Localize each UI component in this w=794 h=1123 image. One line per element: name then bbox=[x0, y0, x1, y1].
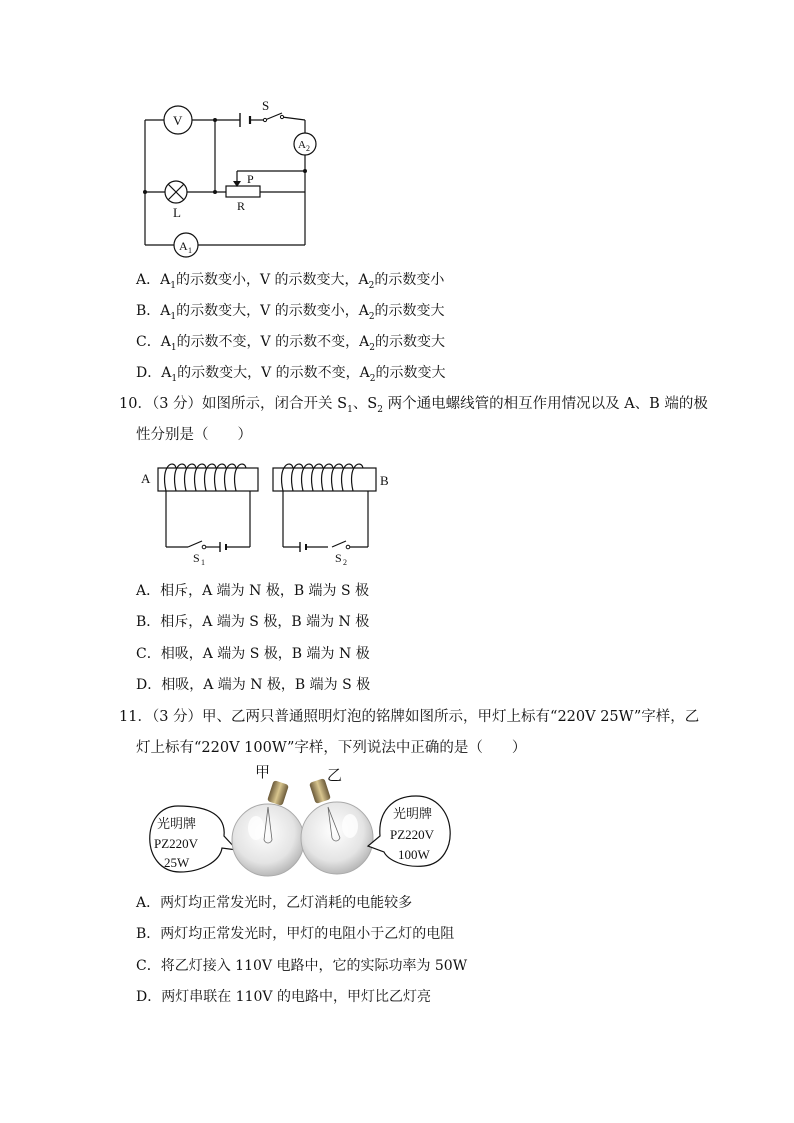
q9-option-a: A．$A_1$的示数变小，V 的示数变大，$A_2$的示数变小 bbox=[136, 272, 445, 291]
end-a-label: A bbox=[141, 471, 151, 486]
ammeter1-sub: 1 bbox=[188, 246, 192, 255]
q11-stem-line2: 灯上标有“220V 100W”字样，下列说法中正确的是（ ） bbox=[136, 740, 527, 756]
q10-option-b: B．相斥，A 端为 S 极，B 端为 N 极 bbox=[136, 614, 370, 630]
q10-solenoid-diagram bbox=[138, 455, 398, 567]
q10-stem-line2: 性分别是（ ） bbox=[136, 427, 252, 443]
switch2-label: S bbox=[335, 551, 342, 565]
bulb-yi bbox=[301, 778, 373, 874]
q9-option-c: C．$A_1$的示数不变，V 的示数不变，$A_2$的示数变大 bbox=[136, 334, 445, 353]
plate-left-line2: PZ220V bbox=[154, 836, 199, 851]
plate-left-line3: 25W bbox=[164, 855, 190, 870]
voltmeter-label: V bbox=[173, 113, 183, 128]
lamp-label: L bbox=[173, 205, 181, 220]
rheostat-label: R bbox=[237, 199, 246, 213]
q10-stem-line1: 10．（3 分）如图所示，闭合开关 $S_1$、$S_2$ 两个通电螺线管的相互作用情况以及 A、B 端的极 bbox=[119, 396, 708, 415]
ammeter1-label: A bbox=[179, 239, 188, 253]
q10-option-d: D．相吸，A 端为 N 极，B 端为 S 极 bbox=[136, 677, 371, 693]
q11-option-c: C．将乙灯接入 110V 电路中，它的实际功率为 50W bbox=[136, 958, 468, 974]
q10-option-c: C．相吸，A 端为 S 极，B 端为 N 极 bbox=[136, 646, 370, 662]
plate-left-line1: 光明牌 bbox=[157, 816, 197, 831]
q9-option-d: D．$A_1$的示数变大，V 的示数不变，$A_2$的示数变大 bbox=[136, 365, 446, 384]
switch2-sub: 2 bbox=[343, 558, 347, 567]
bulb-jia-label: 甲 bbox=[255, 765, 271, 781]
q9-option-b: B．$A_1$的示数变大，V 的示数变小，$A_2$的示数变大 bbox=[136, 303, 445, 322]
q11-option-a: A．两灯均正常发光时，乙灯消耗的电能较多 bbox=[136, 895, 413, 911]
q11-stem-line1: 11．（3 分）甲、乙两只普通照明灯泡的铭牌如图所示，甲灯上标有“220V 25W”字样，乙 bbox=[119, 709, 700, 725]
bulb-yi-label: 乙 bbox=[327, 768, 343, 784]
plate-right-line1: 光明牌 bbox=[393, 806, 433, 821]
q9-circuit-diagram bbox=[135, 95, 320, 260]
q11-option-b: B．两灯均正常发光时，甲灯的电阻小于乙灯的电阻 bbox=[136, 926, 455, 942]
switch1-label: S bbox=[193, 551, 200, 565]
bulb-jia bbox=[232, 780, 304, 876]
switch1-sub: 1 bbox=[201, 558, 205, 567]
q11-option-d: D．两灯串联在 110V 的电路中，甲灯比乙灯亮 bbox=[136, 989, 431, 1005]
plate-right-line3: 100W bbox=[398, 847, 430, 862]
ammeter2-label: A bbox=[298, 139, 306, 151]
slider-p-label: P bbox=[247, 172, 254, 186]
switch-s-label: S bbox=[262, 98, 270, 113]
q11-bulbs-figure bbox=[140, 762, 460, 877]
ammeter2-sub: 2 bbox=[306, 144, 310, 153]
plate-right-line2: PZ220V bbox=[390, 827, 435, 842]
q10-option-a: A．相斥，A 端为 N 极，B 端为 S 极 bbox=[136, 583, 370, 599]
end-b-label: B bbox=[380, 473, 389, 488]
